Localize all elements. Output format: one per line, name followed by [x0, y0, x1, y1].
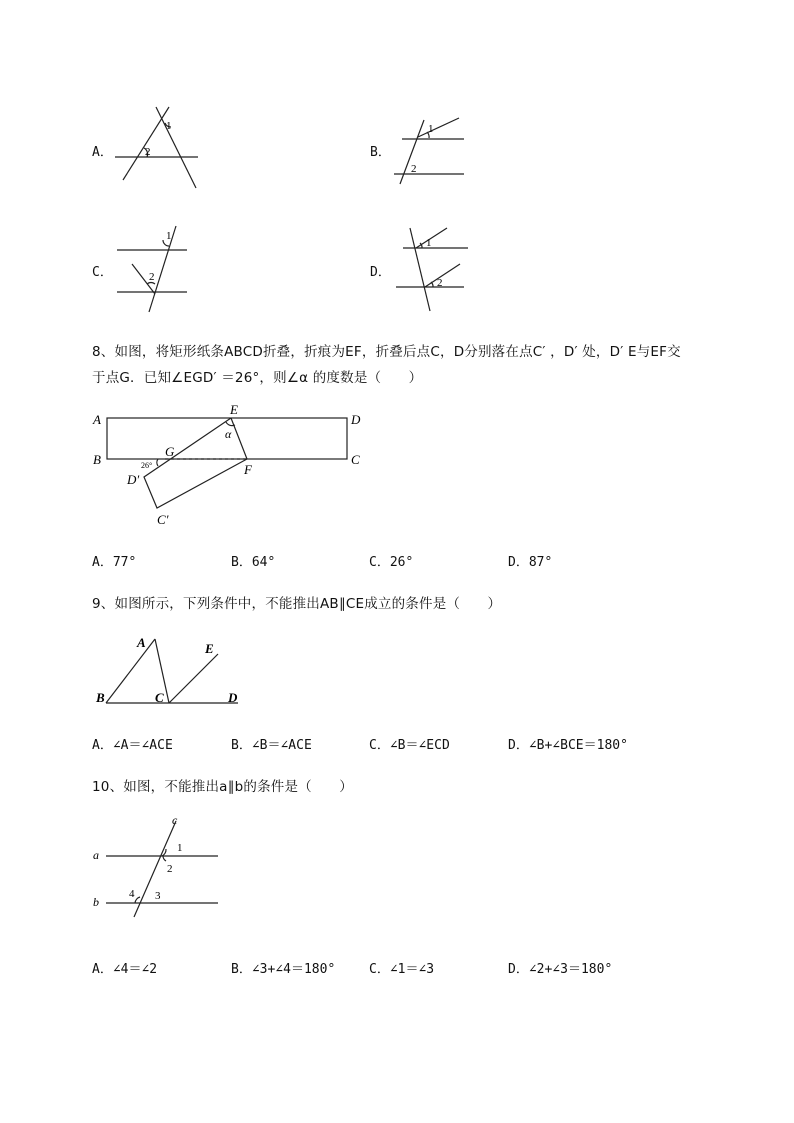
q10-option-b: B．∠3+∠4＝180° [231, 962, 336, 977]
label-A: A [137, 635, 146, 650]
label-c: c [172, 813, 178, 827]
label-G: G [165, 444, 175, 459]
q9-option-a: A．∠A＝∠ACE [92, 738, 173, 753]
label-2: 2 [167, 863, 173, 875]
option-letter: A． [92, 145, 113, 160]
q8-option-a: A．77° [92, 555, 137, 570]
label-D: D [351, 412, 361, 427]
option-letter: B． [370, 145, 391, 160]
q9-figure [94, 630, 244, 710]
label-4: 4 [129, 888, 135, 900]
label-3: 3 [155, 890, 161, 902]
label-2: 2 [437, 277, 443, 289]
q7-figure-d [390, 222, 480, 317]
label-1: 1 [166, 120, 172, 132]
q10-figure [90, 812, 230, 922]
label-C: C [351, 452, 360, 467]
label-alpha: α [225, 427, 232, 441]
q9-option-c: C．∠B＝∠ECD [369, 738, 450, 753]
q7-figure-c [110, 222, 200, 317]
label-1: 1 [166, 230, 172, 242]
q8-option-d: D．87° [508, 555, 553, 570]
q9-stem: 9、如图所示，下列条件中，不能推出AB∥CE成立的条件是（ ） [92, 596, 502, 612]
label-1: 1 [428, 123, 434, 135]
label-B: B [93, 452, 101, 467]
q8-option-c: C．26° [369, 555, 414, 570]
label-B: B [96, 690, 105, 705]
q7-figure-b [390, 108, 480, 188]
q9-option-d: D．∠B+∠BCE＝180° [508, 738, 628, 753]
label-2: 2 [149, 271, 155, 283]
label-E: E [230, 402, 238, 417]
label-C: C [155, 690, 164, 705]
label-2: 2 [145, 146, 151, 158]
q10-option-d: D．∠2+∠3＝180° [508, 962, 613, 977]
q8-stem-line2: 于点G．已知∠EGD′ ＝26°，则∠α 的度数是（ ） [92, 370, 423, 386]
q9-option-b: B．∠B＝∠ACE [231, 738, 312, 753]
q8-stem-line1: 8、如图，将矩形纸条ABCD折叠，折痕为EF，折叠后点C，D分别落在点C′ ，D′ 处，D′ E与EF交 [92, 344, 681, 360]
label-a: a [93, 848, 99, 862]
q10-stem: 10、如图，不能推出a∥b的条件是（ ） [92, 779, 353, 795]
label-2: 2 [411, 163, 417, 175]
label-D: D [228, 690, 238, 705]
label-26deg: 26° [141, 461, 153, 470]
label-F: F [244, 462, 252, 477]
label-b: b [93, 895, 99, 909]
q7-figure-a [110, 105, 210, 195]
q8-option-b: B．64° [231, 555, 276, 570]
q8-figure [90, 402, 380, 532]
label-A: A [93, 412, 101, 427]
q10-option-c: C．∠1＝∠3 [369, 962, 435, 977]
option-letter: C． [92, 265, 113, 280]
label-1: 1 [177, 842, 183, 854]
label-D-prime: D′ [127, 472, 140, 487]
label-C-prime: C′ [157, 512, 169, 527]
q10-option-a: A．∠4＝∠2 [92, 962, 158, 977]
option-letter: D． [370, 265, 391, 280]
label-E: E [205, 641, 214, 656]
label-1: 1 [426, 237, 432, 249]
